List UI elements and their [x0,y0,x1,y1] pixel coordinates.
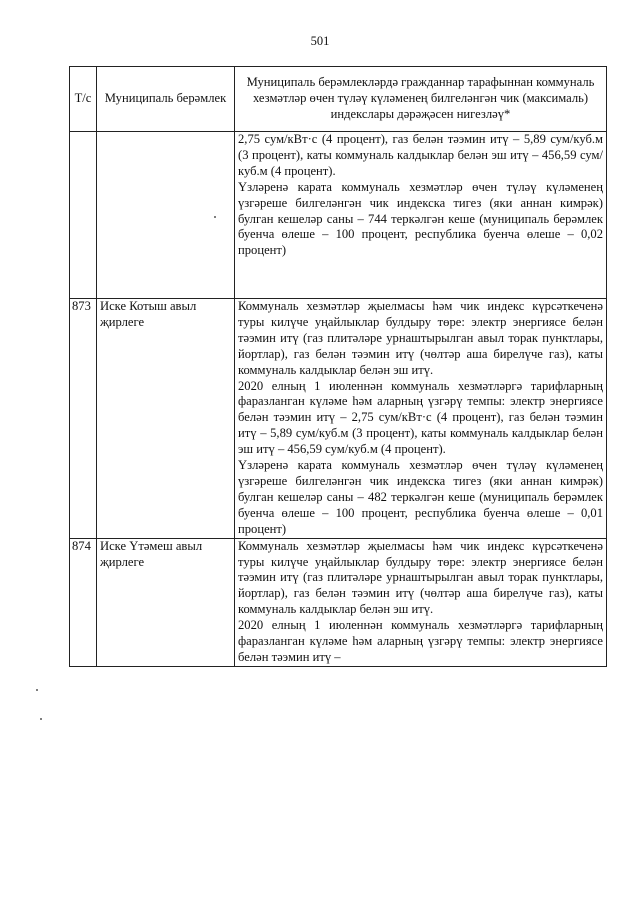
row-description [235,132,607,299]
tariff-table [69,66,607,667]
header-municipality: Муниципаль берәмлек [97,67,235,132]
header-number: Т/с [70,67,97,132]
description-paragraph: Үзләренә карата коммуналь хезмәтләр өчен түләү күләменең үзгәреше билгеләнгән чик индекска тигез (яки аннан кимрәк) булган кешеләр саны – 482 теркәлгән кеше (муниципаль берәмлек буенча өлеше – 100 процент, республика буенча өлеше – 0,01 процент) [238,458,603,536]
municipality-name: Иске Котыш авыл җирлеге [97,299,235,539]
row-number [70,132,97,299]
scan-speck [36,689,38,691]
description-paragraph: Коммуналь хезмәтләр җыелмасы һәм чик индекс күрсәткеченә туры килүче уңайлыклар булдыру төре: электр энергиясе белән тәэмин итү (газ плитәләре урнаштырылган авыл торак пунктлары, йортлар), газ белән тәэмин итү (чөлтәр аша бирелүче газ), каты коммуналь калдыклар белән эш итү. [238,299,603,377]
scan-speck [214,216,216,218]
description-paragraph: 2020 елның 1 июленнән коммуналь хезмәтләргә тарифларның фаразланган күләме һәм аларның үзгәрү темпы: электр энергиясе белән тәэмин итү – 2,75 сум/кВт·с (4 процент), газ белән тәэмин итү – 5,89 сум/куб.м (3 процент), каты коммуналь калдыклар белән эш итү – 456,59 сум/куб.м (4 процент). [238,378,603,457]
description-paragraph: 2020 елның 1 июленнән коммуналь хезмәтләргә тарифларның фаразланган күләме һәм аларның үзгәрү темпы: электр энергиясе белән тәэмин итү – [238,618,603,664]
row-description [235,299,607,539]
row-description [235,538,607,666]
table-row [70,132,607,299]
table-row [70,299,607,539]
row-number: 874 [70,538,97,666]
scan-speck [40,718,42,720]
description-paragraph: Коммуналь хезмәтләр җыелмасы һәм чик индекс күрсәткеченә туры килүче уңайлыклар булдыру төре: электр энергиясе белән тәэмин итү (газ плитәләре урнаштырылган авыл торак пунктлары, йортлар), газ белән тәэмин итү (чөлтәр аша бирелүче газ), каты коммуналь калдыклар белән эш итү. [238,538,603,617]
table-header-row [70,67,607,132]
header-description: Муниципаль берәмлекләрдә гражданнар тарафыннан коммуналь хезмәтләр өчен түләү күләменең билгеләнгән чик (максималь) индекслары дәрәҗәсен нигезләү* [235,67,607,132]
description-paragraph: Үзләренә карата коммуналь хезмәтләр өчен түләү күләменең үзгәреше билгеләнгән чик индекска тигез (яки аннан кимрәк) булган кешеләр саны – 744 теркәлгән кеше (муниципаль берәмлек буенча өлеше – 100 процент, республика буенча өлеше – 0,02 процент) [238,179,603,258]
page-number: 501 [310,34,330,48]
row-number: 873 [70,299,97,539]
municipality-name [97,132,235,299]
table-row [70,538,607,666]
description-paragraph: 2,75 сум/кВт·с (4 процент), газ белән тәэмин итү – 5,89 сум/куб.м (3 процент), каты коммуналь калдыклар белән эш итү – 456,59 сум/куб.м (4 процент). [238,132,603,178]
municipality-name: Иске Үтәмеш авыл җирлеге [97,538,235,666]
